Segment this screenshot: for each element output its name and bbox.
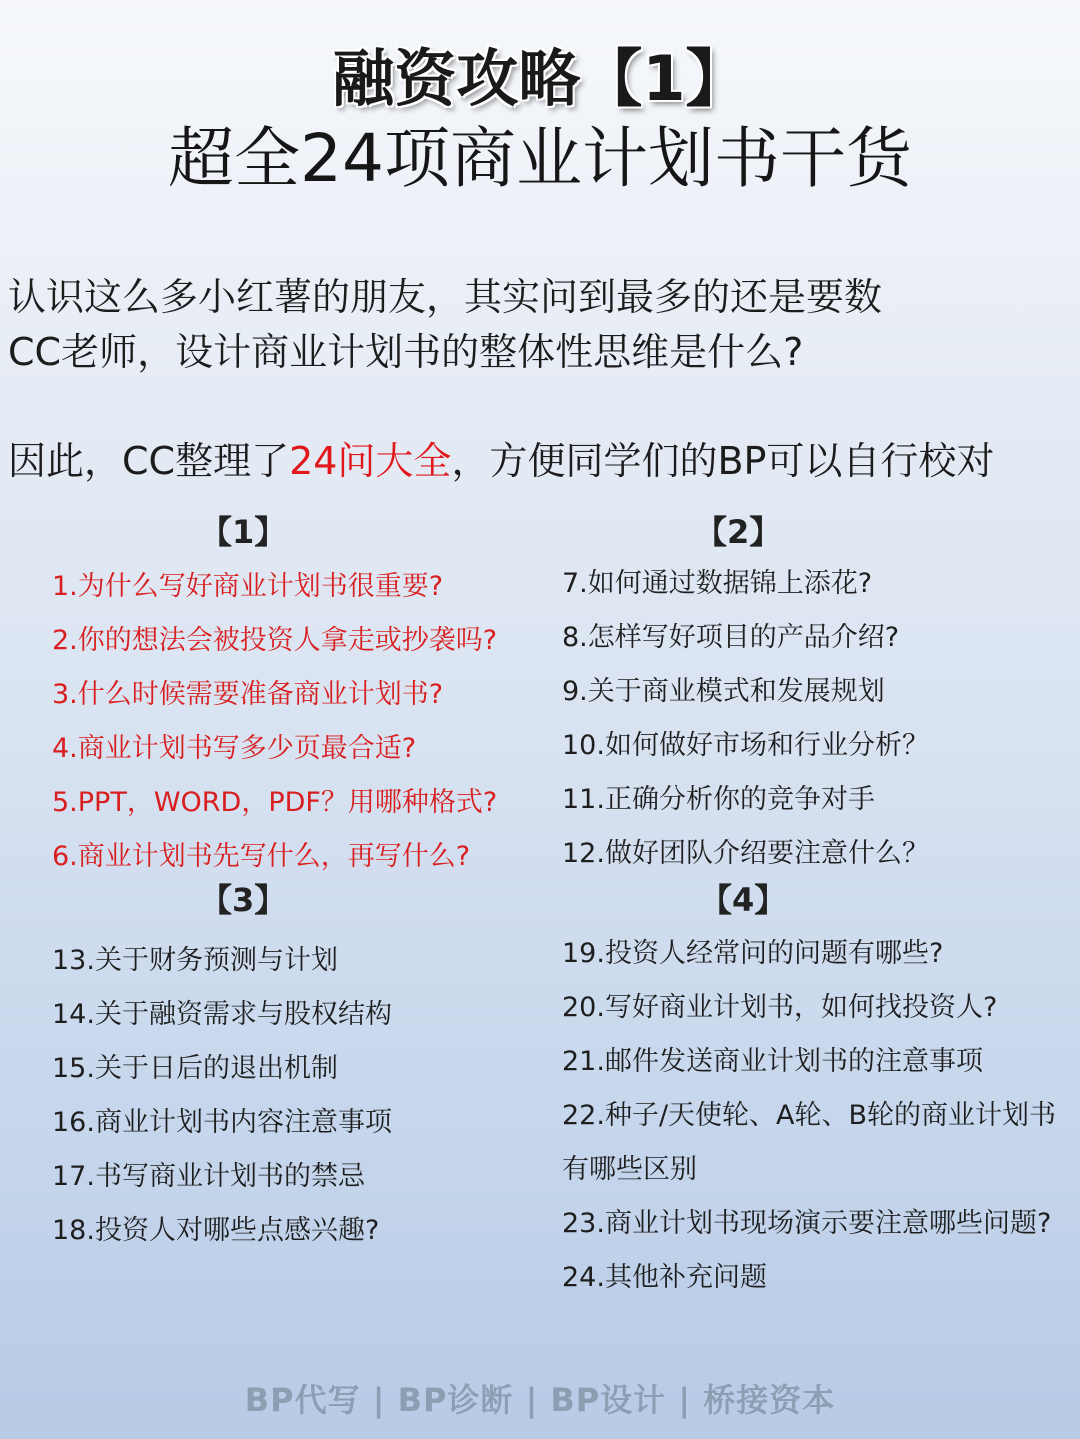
list-item: 有哪些区别 (562, 1154, 697, 1185)
list-item: 2.你的想法会被投资人拿走或抄袭吗? (52, 625, 498, 656)
section-4-heading: 【4】 (700, 881, 787, 919)
list-item: 15.关于日后的退出机制 (52, 1053, 338, 1084)
list-item: 4.商业计划书写多少页最合适? (52, 733, 417, 764)
intro-line-3-suffix: ，方便同学们的BP可以自行校对 (451, 439, 995, 483)
section-2-heading: 【2】 (695, 513, 782, 551)
list-item: 23.商业计划书现场演示要注意哪些问题? (562, 1208, 1052, 1239)
list-item: 20.写好商业计划书，如何找投资人? (562, 992, 998, 1023)
intro-line-1: 认识这么多小红薯的朋友，其实问到最多的还是要数 (8, 275, 883, 319)
list-item: 21.邮件发送商业计划书的注意事项 (562, 1046, 983, 1077)
page-subtitle: 超全24项商业计划书干货 (168, 120, 912, 197)
list-item: 19.投资人经常问的问题有哪些? (562, 938, 944, 969)
list-item: 22.种子/天使轮、A轮、B轮的商业计划书 (562, 1100, 1057, 1131)
list-item: 1.为什么写好商业计划书很重要? (52, 571, 444, 602)
list-item: 7.如何通过数据锦上添花? (562, 568, 873, 599)
list-item: 17.书写商业计划书的禁忌 (52, 1161, 365, 1192)
list-item: 13.关于财务预测与计划 (52, 945, 338, 976)
list-item: 12.做好团队介绍要注意什么？ (562, 838, 929, 869)
list-item: 11.正确分析你的竞争对手 (562, 784, 875, 815)
list-item: 6.商业计划书先写什么，再写什么? (52, 841, 471, 872)
section-3-heading: 【3】 (200, 881, 287, 919)
intro-line-3 (8, 437, 994, 485)
list-item: 24.其他补充问题 (562, 1262, 767, 1293)
list-item: 18.投资人对哪些点感兴趣? (52, 1215, 380, 1246)
list-item: 16.商业计划书内容注意事项 (52, 1107, 392, 1138)
footer-services: BP代写 | BP诊断 | BP设计 | 桥接资本 (244, 1381, 836, 1419)
list-item: 9.关于商业模式和发展规划 (562, 676, 885, 707)
list-item: 14.关于融资需求与股权结构 (52, 999, 392, 1030)
list-item: 10.如何做好市场和行业分析？ (562, 730, 929, 761)
intro-line-3-prefix: 因此，CC整理了 (8, 439, 290, 483)
intro-highlight: 24问大全 (289, 439, 452, 483)
list-item: 5.PPT，WORD，PDF？用哪种格式? (52, 787, 498, 818)
intro-line-2: CC老师，设计商业计划书的整体性思维是什么? (8, 330, 804, 374)
section-1-heading: 【1】 (200, 513, 287, 551)
list-item: 8.怎样写好项目的产品介绍? (562, 622, 900, 653)
page-title: 融资攻略【1】 (332, 42, 748, 115)
list-item: 3.什么时候需要准备商业计划书? (52, 679, 444, 710)
